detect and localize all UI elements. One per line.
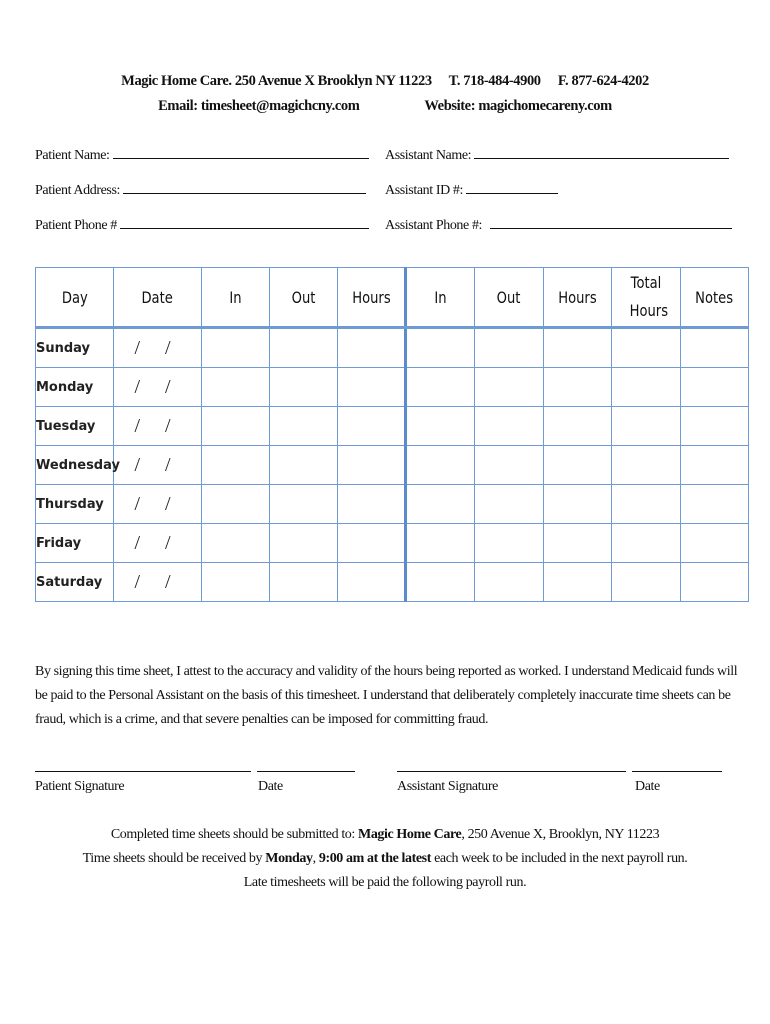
table-row bbox=[36, 368, 749, 407]
patient-phone-field[interactable]: Patient Phone # bbox=[35, 215, 369, 234]
patient-date-line[interactable] bbox=[257, 771, 355, 772]
patient-signature-label: Patient Signature bbox=[35, 779, 125, 794]
deadline-instructions: Time sheets should be received by Monday, 9:00 am at the latest each week to be included in the next payroll run. bbox=[82, 851, 688, 866]
out-2-cell[interactable] bbox=[475, 524, 544, 563]
patient-name-line[interactable] bbox=[113, 145, 369, 159]
hours-1-cell[interactable] bbox=[338, 563, 406, 602]
day-label: Sunday bbox=[36, 328, 114, 368]
header-total-hours: Total Hours bbox=[612, 268, 681, 328]
day-label: Thursday bbox=[36, 485, 114, 524]
table-row bbox=[36, 407, 749, 446]
hours-2-cell[interactable] bbox=[544, 328, 612, 368]
out-2-cell[interactable] bbox=[475, 485, 544, 524]
in-1-cell[interactable] bbox=[202, 563, 270, 602]
company-phone: T. 718-484-4900 bbox=[448, 73, 541, 89]
assistant-name-field[interactable]: Assistant Name: bbox=[385, 145, 729, 164]
out-2-cell[interactable] bbox=[475, 328, 544, 368]
company-header bbox=[0, 73, 770, 90]
table-row bbox=[36, 524, 749, 563]
date-cell[interactable]: / / bbox=[114, 485, 202, 524]
attestation-text: By signing this time sheet, I attest to the accuracy and validity of the hours being reported as worked. I understand Medicaid funds will be paid to the Personal Assistant on the basis of this timesheet. I understand that deliberately completely inaccurate time sheets can be fraud, which is a crime, and that severe penalties can be imposed for committing fraud. bbox=[35, 664, 738, 727]
notes-cell[interactable] bbox=[681, 446, 749, 485]
total-hours-cell[interactable] bbox=[612, 485, 681, 524]
in-1-cell[interactable] bbox=[202, 328, 270, 368]
out-2-cell[interactable] bbox=[475, 446, 544, 485]
hours-1-cell[interactable] bbox=[338, 407, 406, 446]
assistant-phone-line[interactable] bbox=[490, 215, 732, 229]
assistant-signature-line[interactable] bbox=[397, 771, 626, 772]
table-row bbox=[36, 563, 749, 602]
header-out-2: Out bbox=[475, 268, 544, 328]
table-row bbox=[36, 485, 749, 524]
header-day: Day bbox=[36, 268, 114, 328]
hours-2-cell[interactable] bbox=[544, 446, 612, 485]
hours-2-cell[interactable] bbox=[544, 368, 612, 407]
in-2-cell[interactable] bbox=[406, 368, 475, 407]
assistant-date-line[interactable] bbox=[632, 771, 722, 772]
header-hours-2: Hours bbox=[544, 268, 612, 328]
assistant-signature-label: Assistant Signature bbox=[397, 779, 498, 794]
in-2-cell[interactable] bbox=[406, 407, 475, 446]
notes-cell[interactable] bbox=[681, 563, 749, 602]
submission-instructions: Completed time sheets should be submitted to: Magic Home Care, 250 Avenue X, Brooklyn, NY 11223 bbox=[110, 827, 660, 842]
hours-2-cell[interactable] bbox=[544, 563, 612, 602]
company-address: Magic Home Care. 250 Avenue X Brooklyn NY 11223 bbox=[121, 73, 432, 89]
patient-signature-line[interactable] bbox=[35, 771, 251, 772]
in-1-cell[interactable] bbox=[202, 524, 270, 563]
date-cell[interactable]: / / bbox=[114, 524, 202, 563]
out-1-cell[interactable] bbox=[270, 446, 338, 485]
header-in-1: In bbox=[202, 268, 270, 328]
day-label: Saturday bbox=[36, 563, 114, 602]
notes-cell[interactable] bbox=[681, 368, 749, 407]
out-1-cell[interactable] bbox=[270, 407, 338, 446]
in-2-cell[interactable] bbox=[406, 524, 475, 563]
header-hours-1: Hours bbox=[338, 268, 406, 328]
in-2-cell[interactable] bbox=[406, 328, 475, 368]
date-cell[interactable]: / / bbox=[114, 407, 202, 446]
total-hours-cell[interactable] bbox=[612, 368, 681, 407]
in-1-cell[interactable] bbox=[202, 485, 270, 524]
hours-1-cell[interactable] bbox=[338, 368, 406, 407]
out-2-cell[interactable] bbox=[475, 407, 544, 446]
out-1-cell[interactable] bbox=[270, 485, 338, 524]
out-1-cell[interactable] bbox=[270, 563, 338, 602]
total-hours-cell[interactable] bbox=[612, 563, 681, 602]
day-label: Monday bbox=[36, 368, 114, 407]
hours-2-cell[interactable] bbox=[544, 485, 612, 524]
company-email: Email: timesheet@magichcny.com bbox=[158, 98, 360, 114]
company-website: Website: magichomecareny.com bbox=[424, 98, 612, 114]
company-contact bbox=[0, 98, 770, 115]
timesheet-table bbox=[35, 267, 749, 602]
date-cell[interactable]: / / bbox=[114, 328, 202, 368]
in-2-cell[interactable] bbox=[406, 485, 475, 524]
total-hours-cell[interactable] bbox=[612, 446, 681, 485]
assistant-id-line[interactable] bbox=[466, 180, 558, 194]
out-2-cell[interactable] bbox=[475, 563, 544, 602]
assistant-id-field[interactable]: Assistant ID #: bbox=[385, 180, 558, 199]
hours-1-cell[interactable] bbox=[338, 485, 406, 524]
total-hours-cell[interactable] bbox=[612, 328, 681, 368]
date-cell[interactable]: / / bbox=[114, 368, 202, 407]
hours-2-cell[interactable] bbox=[544, 524, 612, 563]
header-in-2: In bbox=[406, 268, 475, 328]
table-header-row bbox=[36, 268, 749, 328]
out-2-cell[interactable] bbox=[475, 368, 544, 407]
out-1-cell[interactable] bbox=[270, 368, 338, 407]
patient-date-label: Date bbox=[258, 779, 283, 794]
assistant-name-line[interactable] bbox=[474, 145, 729, 159]
table-row bbox=[36, 446, 749, 485]
total-hours-cell[interactable] bbox=[612, 524, 681, 563]
in-2-cell[interactable] bbox=[406, 446, 475, 485]
patient-address-field[interactable]: Patient Address: bbox=[35, 180, 366, 199]
notes-cell[interactable] bbox=[681, 328, 749, 368]
notes-cell[interactable] bbox=[681, 524, 749, 563]
company-fax: F. 877-624-4202 bbox=[557, 73, 649, 89]
day-label: Tuesday bbox=[36, 407, 114, 446]
out-1-cell[interactable] bbox=[270, 328, 338, 368]
out-1-cell[interactable] bbox=[270, 524, 338, 563]
header-date: Date bbox=[114, 268, 202, 328]
in-1-cell[interactable] bbox=[202, 446, 270, 485]
day-label: Wednesday bbox=[36, 446, 114, 485]
patient-name-field[interactable]: Patient Name: bbox=[35, 145, 369, 164]
assistant-phone-field[interactable]: Assistant Phone #: bbox=[385, 215, 732, 234]
day-label: Friday bbox=[36, 524, 114, 563]
patient-phone-line[interactable] bbox=[120, 215, 369, 229]
assistant-date-label: Date bbox=[635, 779, 660, 794]
in-1-cell[interactable] bbox=[202, 407, 270, 446]
header-out-1: Out bbox=[270, 268, 338, 328]
in-2-cell[interactable] bbox=[406, 563, 475, 602]
hours-1-cell[interactable] bbox=[338, 328, 406, 368]
in-1-cell[interactable] bbox=[202, 368, 270, 407]
hours-1-cell[interactable] bbox=[338, 446, 406, 485]
hours-2-cell[interactable] bbox=[544, 407, 612, 446]
notes-cell[interactable] bbox=[681, 407, 749, 446]
date-cell[interactable]: / / bbox=[114, 446, 202, 485]
table-row bbox=[36, 328, 749, 368]
header-notes: Notes bbox=[681, 268, 749, 328]
patient-address-line[interactable] bbox=[123, 180, 366, 194]
late-timesheet-note: Late timesheets will be paid the following payroll run. bbox=[243, 875, 527, 890]
date-cell[interactable]: / / bbox=[114, 563, 202, 602]
notes-cell[interactable] bbox=[681, 485, 749, 524]
hours-1-cell[interactable] bbox=[338, 524, 406, 563]
total-hours-cell[interactable] bbox=[612, 407, 681, 446]
